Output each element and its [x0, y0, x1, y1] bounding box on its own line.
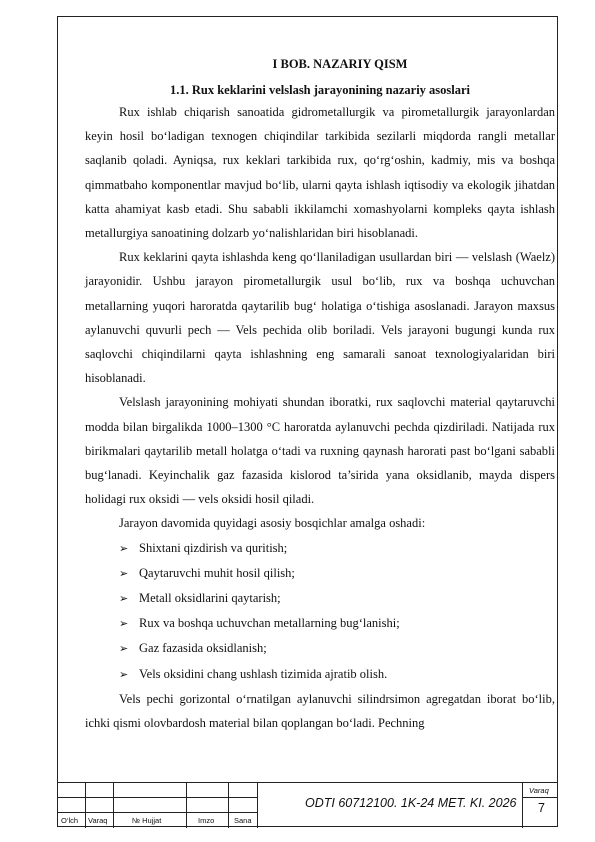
list-item: ➢ Rux va boshqa uchuvchan metallarning bug‘lanishi;	[85, 611, 555, 636]
paragraph-3: Velslash jarayonining mohiyati shundan iboratki, rux saqlovchi material qaytaruvchi modda bilan birgalikda 1000–1300 °C haroratda aylanuvchi pechda qizdiriladi. Natijada rux birikmalari qaytarilib metall holatga o‘tadi va ruxning qaynash harorati past bo‘lgani sababli bug‘lanadi. Keyinchalik gaz fazasida kislorod ta’sirida yana oksidlanib, mayda dispers holidagi rux oksidi — vels oksidi hosil qiladi.	[85, 395, 555, 507]
stamp-label-varaq: Varaq	[88, 816, 108, 825]
chapter-heading: I BOB. NAZARIY QISM	[272, 57, 408, 71]
page-number: 7	[538, 801, 545, 815]
paragraph-2: Rux keklarini qayta ishlashda keng qo‘llaniladigan usullardan biri — velslash (Waelz) jarayonidir. Ushbu jarayon pirometallurgik usul bo‘lib, rux va boshqa uchuvchan metallarning yuqori haroratda qaytarilib bug‘ holatiga o‘tishiga asoslanadi. Jarayon maxsus aylanuvchi quvurli pech — Vels pechida olib boriladi. Vels jarayoni bugungi kunda rux saqlovchi chiqindilarni qayta ishlashning eng samarali sanoat texnologiyalaridan biri hisoblanadi.	[85, 250, 555, 386]
list-item: ➢ Gaz fazasida oksidlanish;	[85, 636, 555, 661]
stamp-divider	[57, 797, 257, 798]
stamp-divider	[113, 783, 114, 828]
list-item: ➢ Shixtani qizdirish va quritish;	[85, 536, 555, 561]
stamp-divider	[57, 812, 257, 813]
paragraph-5: Vels pechi gorizontal o‘rnatilgan aylanuvchi silindrsimon agregatdan iborat bo‘lib, ichki qismi olovbardosh material bilan qoplangan bo‘ladi. Pechning	[85, 691, 555, 731]
arrow-bullet-icon: ➢	[119, 668, 129, 681]
section-heading: 1.1. Rux keklarini velslash jarayonining nazariy asoslari	[169, 83, 471, 97]
list-item: ➢ Qaytaruvchi muhit hosil qilish;	[85, 561, 555, 586]
paragraph-4: Jarayon davomida quyidagi asosiy bosqichlar amalga oshadi:	[119, 516, 426, 531]
list-item: ➢ Vels oksidini chang ushlash tizimida ajratib olish.	[85, 662, 555, 687]
stage-list	[85, 536, 555, 687]
stamp-label-hujjat: № Hujjat	[132, 816, 162, 825]
stamp-divider	[257, 783, 258, 828]
arrow-bullet-icon: ➢	[119, 618, 129, 631]
arrow-bullet-icon: ➢	[119, 567, 129, 580]
list-item: ➢ Metall oksidlarini qaytarish;	[85, 586, 555, 611]
stamp-label-sana: Sana	[234, 816, 252, 825]
paragraph-1: Rux ishlab chiqarish sanoatida gidrometallurgik va pirometallurgik jarayonlardan keyin hosil bo‘ladigan texnogen chiqindilar tarkibida sezilarli miqdorda rangli metallar saqlanib qoladi. Ayniqsa, rux keklari tarkibida rux, qo‘rg‘oshin, kadmiy, mis va boshqa qimmatbaho komponentlar mavjud bo‘lib, ularni qayta ishlash iqtisodiy va ekologik jihatdan katta ahamiyat kasb etadi. Shu sababli ikkilamchi xomashyolarni kompleks qayta ishlash metallurgiya sanoatining dolzarb yo‘nalishlaridan biri hisoblanadi.	[85, 105, 555, 241]
title-block-stamp	[57, 782, 558, 827]
stamp-divider	[522, 797, 558, 798]
arrow-bullet-icon: ➢	[119, 643, 129, 656]
stamp-label-imzo: Imzo	[198, 816, 215, 825]
stamp-label-olch: O‘lch	[61, 816, 79, 825]
sheet-label: Varaq	[529, 786, 549, 795]
stamp-divider	[186, 783, 187, 828]
arrow-bullet-icon: ➢	[119, 542, 129, 555]
arrow-bullet-icon: ➢	[119, 593, 129, 606]
document-code: ODTI 60712100. 1K-24 MET. KI. 2026	[305, 796, 517, 810]
stamp-divider	[85, 783, 86, 828]
document-body	[85, 54, 555, 735]
stamp-divider	[522, 783, 523, 828]
stamp-divider	[228, 783, 229, 828]
